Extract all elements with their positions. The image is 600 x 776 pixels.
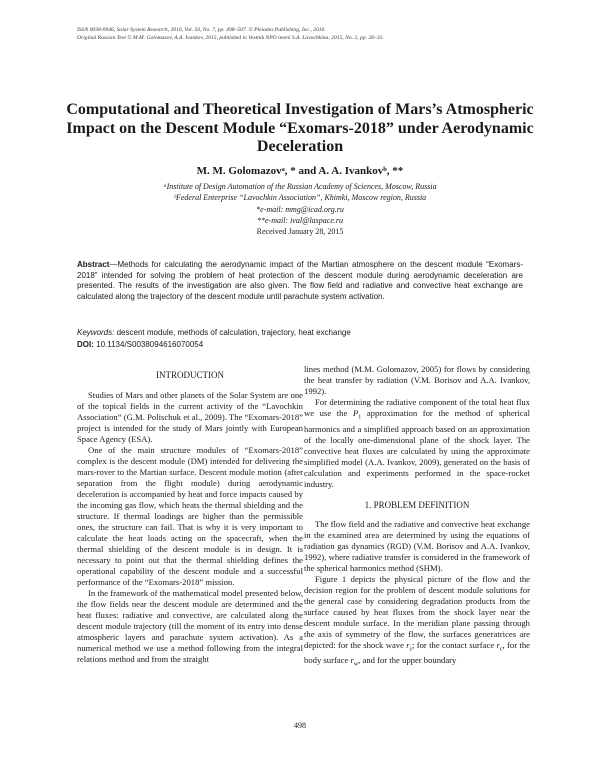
keywords	[77, 328, 351, 337]
section-heading-problem-definition: 1. PROBLEM DEFINITION	[364, 499, 470, 510]
left-column	[77, 364, 303, 665]
doi-value: 10.1134/S0038094616070054	[96, 340, 204, 349]
keywords-text: descent module, methods of calculation, trajectory, heat exchange	[116, 328, 351, 337]
right-p2-text-b: approximation for the method of spherical harmonics and a simplified approach based on an approximation of the locally one-dimensional plane of the shock layer. The convective heat fluxes are calculated by using the approximate simplified model (A.A. Ivankov, 2009), generated on the basis of calculation and experiments performed in the space-rocket industry.	[304, 408, 530, 489]
right-paragraph-4	[304, 574, 530, 671]
shock-wave-symbol: r	[406, 639, 410, 650]
right-p4-text-1: Figure 1 depicts the physical picture of the flow and the decision region for the problem of descent module solutions for the general case by considering degradation products from the surface caused by heat fluxes from the shock layer near the descent module surface. In the meridian plane passing through the axis of symmetry of the flow, the surfaces generatrices are depicted: for the shock wave	[304, 573, 530, 650]
received-date: Received January 28, 2015	[256, 227, 344, 237]
affiliation-a: ᵃInstitute of Design Automation of the Russian Academy of Sciences, Moscow, Russia	[163, 182, 437, 191]
abstract-label: Abstract	[77, 260, 110, 269]
abstract-text: —Methods for calculating the aerodynamic impact of the Martian atmosphere on the descent module “Exomars-2018” intended for solving the problem of heat protection of the descent module during aerodynamic deceleration are presented. The results of the investigation are also given. The flow field and radiative and convective heat exchange are calculated along the trajectory of the descent module until parachute system activation.	[77, 260, 523, 301]
contact-surface-symbol: r	[496, 639, 500, 650]
right-paragraph-2	[304, 397, 530, 490]
right-paragraph-1: lines method (M.M. Golomazov, 2005) for flows by considering the heat transfer by radiation (V.M. Borisov and A.A. Ivankov, 1992).	[304, 364, 530, 396]
right-p4-text-4: , and for the upper boundary	[358, 655, 457, 666]
p1-symbol: P	[352, 408, 359, 418]
authors: M. M. Golomazovᵃ, * and A. A. Ivankovᵇ, **	[196, 165, 404, 177]
p1-subscript: 1	[358, 414, 362, 421]
affiliation-b: ᵇFederal Enterprise “Lavochkin Association”, Khimki, Moscow region, Russia	[173, 193, 427, 203]
right-column	[304, 364, 530, 671]
right-paragraph-3: The flow field and the radiative and convective heat exchange in the examined area are determined by using the equations of radiation gas dynamics (RGD) (V.M. Borisov and A.A. Ivankov, 1992), where radiative transfer is considered in the framework of the spherical harmonics method (SHM).	[304, 518, 530, 573]
right-p4-text-3: , for the body surface	[304, 639, 530, 666]
left-paragraph-2: One of the main structure modules of “Exomars-2018” complex is the descent module (DM) intended for delivering the mars-rover to the Martian surface. Descent module motion (after separation from the flight module) during aerodynamic deceleration is accompanied by heat and force impacts caused by the incoming gas flow, which heats the thermal shielding and the structure. If thermal loadings are higher than the permissible ones, the structure can fail. That is why it is very important to calculate the heat loads acting on the spacecraft, when the thermal shielding of the descent module is in design. It is necessary to point out that the thermal shielding defines the operational capability of the descent module and a successful performance of the “Exomars-2018” mission.	[77, 445, 303, 587]
journal-header-line-2: Original Russian Text © M.M. Golomazov, A.A. Ivankov, 2015, published in Vestnik NPO imeni S.A. Lavochkina, 2015, No. 2, pp. 26–33.	[77, 35, 384, 41]
left-paragraph-1: Studies of Mars and other planets of the Solar System are one of the topical fields in the current activity of the “Lavochkin Association” (G.M. Polischuk et al., 2009). The “Exomars-2018” project is intended for the study of Mars jointly with European Space Agency (ESA).	[77, 390, 303, 444]
journal-header	[77, 26, 384, 42]
keywords-label: Keywords:	[77, 328, 115, 337]
abstract	[77, 260, 523, 302]
right-p2-text-a: For determining the radiative component of the total heat flux we use the	[304, 397, 530, 418]
email-ivankov: **e-mail: ival@laspace.ru	[256, 215, 343, 225]
doi-label: DOI:	[77, 340, 94, 349]
body-surface-subscript: w	[353, 662, 359, 669]
body-surface-symbol: r	[350, 655, 354, 666]
section-heading-introduction: INTRODUCTION	[156, 370, 224, 380]
left-paragraph-3: In the framework of the mathematical model presented below, the flow fields near the descent module are determined and the heat fluxes: radiative and convective, are calculated along the descent module trajectory (till the moment of its entry into dense atmospheric layers and parachute system activation). As a numerical method we use a method following from the integral relations method and from the straight	[77, 588, 303, 664]
shock-wave-subscript: s	[409, 646, 412, 653]
paper-title: Computational and Theoretical Investigation of Mars’s Atmospheric Impact on the Descent Module “Exomars-2018” under Aerodynamic Deceleration	[66, 101, 534, 155]
email-golomazov: *e-mail: mmg@icad.org.ru	[256, 204, 344, 214]
doi	[77, 340, 203, 349]
journal-header-line-1: ISSN 0038-0946, Solar System Research, 2016, Vol. 50, No. 7, pp. 498–507. © Pleiades Publishing, Inc., 2016.	[77, 27, 326, 33]
affiliations	[0, 181, 600, 237]
page-number: 498	[294, 721, 306, 730]
contact-surface-subscript: c	[499, 646, 503, 653]
right-p4-text-2: ; for the contact surface	[411, 639, 497, 650]
